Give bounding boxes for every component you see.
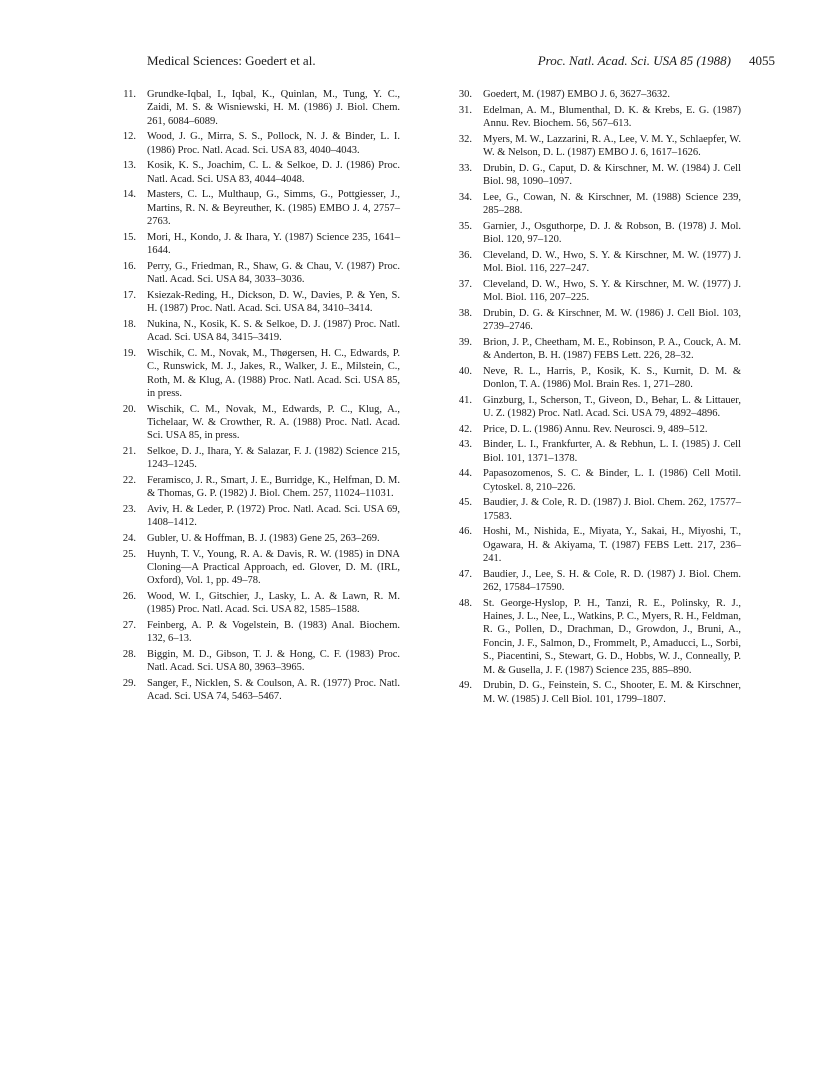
reference-number: 15.	[122, 231, 136, 243]
reference-text: Cleveland, D. W., Hwo, S. Y. & Kirschner, M. W. (1977) J. Mol. Biol. 116, 227–247.	[483, 249, 741, 274]
reference-text: Binder, L. I., Frankfurter, A. & Rebhun, L. I. (1985) J. Cell Biol. 101, 1371–1378.	[483, 439, 741, 464]
reference-number: 17.	[122, 289, 136, 301]
reference-number: 44.	[458, 468, 472, 480]
reference-text: Edelman, A. M., Blumenthal, D. K. & Krebs, E. G. (1987) Annu. Rev. Biochem. 56, 567–613.	[483, 104, 741, 129]
reference-number: 36.	[458, 249, 472, 261]
reference-item	[448, 679, 741, 706]
reference-item	[112, 677, 400, 704]
reference-text: Brion, J. P., Cheetham, M. E., Robinson, P. A., Couck, A. M. & Anderton, B. H. (1987) FEBS Lett. 226, 28–32.	[483, 336, 741, 361]
reference-number: 33.	[458, 162, 472, 174]
reference-item	[112, 159, 400, 186]
reference-number: 26.	[122, 591, 136, 603]
reference-item	[448, 88, 741, 101]
reference-number: 24.	[122, 533, 136, 545]
reference-number: 45.	[458, 497, 472, 509]
reference-text: Biggin, M. D., Gibson, T. J. & Hong, C. F. (1983) Proc. Natl. Acad. Sci. USA 80, 3963–3965.	[147, 649, 400, 674]
reference-item	[448, 525, 741, 565]
running-header	[147, 53, 775, 71]
reference-item	[112, 403, 400, 443]
header-section-authors: Medical Sciences: Goedert et al.	[147, 53, 316, 68]
page-number: 4055	[749, 53, 775, 68]
reference-item	[112, 619, 400, 646]
reference-number: 37.	[458, 278, 472, 290]
reference-item	[448, 438, 741, 465]
reference-text: Kosik, K. S., Joachim, C. L. & Selkoe, D. J. (1986) Proc. Natl. Acad. Sci. USA 83, 4044–4048.	[147, 160, 400, 185]
reference-text: Feinberg, A. P. & Vogelstein, B. (1983) Anal. Biochem. 132, 6–13.	[147, 620, 400, 645]
reference-number: 11.	[123, 89, 136, 100]
reference-item	[448, 191, 741, 218]
reference-number: 25.	[122, 548, 136, 560]
references-column-left	[112, 88, 400, 706]
references-column-right	[448, 88, 741, 708]
reference-item	[112, 503, 400, 530]
reference-item	[112, 130, 400, 157]
reference-item	[112, 231, 400, 258]
reference-text: Wischik, C. M., Novak, M., Edwards, P. C., Klug, A., Tichelaar, W. & Crowther, R. A. (1988) Proc. Natl. Acad. Sci. USA 85, in press.	[147, 403, 400, 442]
reference-number: 22.	[122, 475, 136, 487]
reference-number: 34.	[458, 191, 472, 203]
reference-number: 13.	[122, 160, 136, 172]
reference-item	[112, 648, 400, 675]
reference-text: Perry, G., Friedman, R., Shaw, G. & Chau, V. (1987) Proc. Natl. Acad. Sci. USA 84, 3033–3036.	[147, 260, 400, 286]
reference-text: Grundke-Iqbal, I., Iqbal, K., Quinlan, M., Tung, Y. C., Zaidi, M. S. & Wisniewski, H. M. (1986) J. Biol. Chem. 261, 6084–6089.	[147, 89, 400, 127]
reference-number: 43.	[458, 439, 472, 451]
reference-item	[112, 88, 400, 128]
reference-text: Cleveland, D. W., Hwo, S. Y. & Kirschner, M. W. (1977) J. Mol. Biol. 116, 207–225.	[483, 278, 741, 303]
reference-item	[112, 347, 400, 401]
reference-text: Neve, R. L., Harris, P., Kosik, K. S., Kurnit, D. M. & Donlon, T. A. (1986) Mol. Brain Res. 1, 271–280.	[483, 365, 741, 390]
reference-item	[448, 467, 741, 494]
reference-number: 42.	[458, 423, 472, 435]
reference-text: Sanger, F., Nicklen, S. & Coulson, A. R. (1977) Proc. Natl. Acad. Sci. USA 74, 5463–5467.	[147, 678, 400, 703]
reference-text: Goedert, M. (1987) EMBO J. 6, 3627–3632.	[483, 89, 670, 100]
reference-number: 38.	[458, 307, 472, 319]
reference-number: 12.	[122, 131, 136, 143]
reference-number: 31.	[458, 104, 472, 116]
reference-item	[448, 162, 741, 189]
reference-text: Garnier, J., Osguthorpe, D. J. & Robson, B. (1978) J. Mol. Biol. 120, 97–120.	[483, 220, 741, 245]
reference-text: Huynh, T. V., Young, R. A. & Davis, R. W. (1985) in DNA Cloning—A Practical Approach, ed. Glover, D. M. (IRL, Oxford), Vol. 1, pp. 49–78.	[147, 548, 400, 587]
reference-item	[112, 548, 400, 588]
reference-text: Aviv, H. & Leder, P. (1972) Proc. Natl. Acad. Sci. USA 69, 1408–1412.	[147, 504, 400, 529]
reference-item	[448, 336, 741, 363]
header-journal-citation: Proc. Natl. Acad. Sci. USA 85 (1988)	[537, 53, 731, 68]
reference-number: 32.	[458, 133, 472, 145]
reference-text: Drubin, D. G., Feinstein, S. C., Shooter, E. M. & Kirschner, M. W. (1985) J. Cell Biol. 101, 1799–1807.	[483, 680, 741, 705]
reference-item	[448, 220, 741, 247]
reference-text: Myers, M. W., Lazzarini, R. A., Lee, V. M. Y., Schlaepfer, W. W. & Nelson, D. L. (1987) EMBO J. 6, 1617–1626.	[483, 133, 741, 158]
reference-text: St. George-Hyslop, P. H., Tanzi, R. E., Polinsky, R. J., Haines, J. L., Nee, L., Watkins, P. C., Myers, R. H., Feldman, R. G., Pollen, D., Drachman, D., Growdon, J., Bruni, A., Foncin, J. F., Salmon, D., Frommelt, P., Amaducci, L., Sorbi, S., Piacentini, S., Stewart, G. D., Hobbs, W. J., Conneally, P. M. & Gusella, J. F. (1987) Science 235, 885–890.	[483, 597, 741, 676]
reference-item	[112, 188, 400, 228]
reference-item	[448, 104, 741, 131]
reference-number: 19.	[122, 347, 136, 359]
reference-text: Price, D. L. (1986) Annu. Rev. Neurosci. 9, 489–512.	[483, 423, 708, 435]
reference-number: 39.	[458, 336, 472, 348]
reference-item	[112, 445, 400, 472]
reference-text: Selkoe, D. J., Ihara, Y. & Salazar, F. J. (1982) Science 215, 1243–1245.	[147, 446, 400, 471]
reference-text: Papasozomenos, S. C. & Binder, L. I. (1986) Cell Motil. Cytoskel. 8, 210–226.	[483, 468, 741, 493]
reference-text: Ksiezak-Reding, H., Dickson, D. W., Davies, P. & Yen, S. H. (1987) Proc. Natl. Acad. Sci. USA 84, 3410–3414.	[147, 289, 400, 315]
reference-item	[112, 260, 400, 287]
reference-text: Hoshi, M., Nishida, E., Miyata, Y., Sakai, H., Miyoshi, T., Ogawara, H. & Akiyama, T. (1987) FEBS Lett. 217, 236–241.	[483, 526, 741, 564]
reference-number: 35.	[458, 220, 472, 232]
reference-item	[112, 474, 400, 501]
reference-number: 41.	[458, 394, 472, 406]
reference-text: Lee, G., Cowan, N. & Kirschner, M. (1988) Science 239, 285–288.	[483, 191, 741, 216]
reference-item	[112, 532, 400, 545]
reference-number: 28.	[122, 649, 136, 661]
reference-item	[112, 590, 400, 617]
reference-number: 48.	[458, 597, 472, 609]
reference-number: 30.	[458, 89, 472, 100]
reference-number: 14.	[122, 189, 136, 201]
reference-item	[448, 394, 741, 421]
reference-text: Gubler, U. & Hoffman, B. J. (1983) Gene 25, 263–269.	[147, 533, 380, 545]
reference-number: 21.	[122, 446, 136, 458]
reference-text: Feramisco, J. R., Smart, J. E., Burridge, K., Helfman, D. M. & Thomas, G. P. (1982) J. Biol. Chem. 257, 11024–11031.	[147, 475, 400, 500]
reference-item	[448, 249, 741, 276]
reference-item	[448, 133, 741, 160]
reference-text: Mori, H., Kondo, J. & Ihara, Y. (1987) Science 235, 1641–1644.	[147, 231, 400, 257]
reference-number: 47.	[458, 568, 472, 580]
reference-item	[448, 307, 741, 334]
reference-text: Baudier, J., Lee, S. H. & Cole, R. D. (1987) J. Biol. Chem. 262, 17584–17590.	[483, 568, 741, 593]
reference-item	[448, 365, 741, 392]
reference-number: 18.	[122, 318, 136, 330]
reference-item	[112, 318, 400, 345]
reference-text: Drubin, D. G., Caput, D. & Kirschner, M. W. (1984) J. Cell Biol. 98, 1090–1097.	[483, 162, 741, 187]
reference-item	[448, 496, 741, 523]
reference-text: Baudier, J. & Cole, R. D. (1987) J. Biol. Chem. 262, 17577–17583.	[483, 497, 741, 522]
reference-number: 16.	[122, 260, 136, 272]
reference-number: 29.	[122, 678, 136, 690]
reference-text: Drubin, D. G. & Kirschner, M. W. (1986) J. Cell Biol. 103, 2739–2746.	[483, 307, 741, 332]
reference-number: 46.	[458, 526, 472, 538]
reference-number: 49.	[458, 680, 472, 692]
reference-text: Wood, J. G., Mirra, S. S., Pollock, N. J. & Binder, L. I. (1986) Proc. Natl. Acad. Sci. USA 83, 4040–4043.	[147, 131, 400, 156]
reference-text: Masters, C. L., Multhaup, G., Simms, G., Pottgiesser, J., Martins, R. N. & Beyreuther, K. (1985) EMBO J. 4, 2757–2763.	[147, 189, 400, 228]
reference-item	[448, 597, 741, 677]
reference-text: Wischik, C. M., Novak, M., Thøgersen, H. C., Edwards, P. C., Runswick, M. J., Jakes, R., Walker, J. E., Milstein, C., Roth, M. & Klug, A. (1988) Proc. Natl. Acad. Sci. USA 85, in press.	[147, 347, 400, 400]
reference-text: Nukina, N., Kosik, K. S. & Selkoe, D. J. (1987) Proc. Natl. Acad. Sci. USA 84, 3415–3419.	[147, 318, 400, 344]
reference-item	[448, 423, 741, 436]
reference-text: Ginzburg, I., Scherson, T., Giveon, D., Behar, L. & Littauer, U. Z. (1982) Proc. Natl. Acad. Sci. USA 79, 4892–4896.	[483, 394, 741, 419]
reference-text: Wood, W. I., Gitschier, J., Lasky, L. A. & Lawn, R. M. (1985) Proc. Natl. Acad. Sci. USA 82, 1585–1588.	[147, 591, 400, 616]
reference-number: 40.	[458, 365, 472, 377]
reference-item	[112, 289, 400, 316]
reference-item	[448, 568, 741, 595]
reference-item	[448, 278, 741, 305]
reference-number: 20.	[122, 403, 136, 415]
reference-number: 27.	[122, 620, 136, 632]
reference-number: 23.	[122, 504, 136, 516]
